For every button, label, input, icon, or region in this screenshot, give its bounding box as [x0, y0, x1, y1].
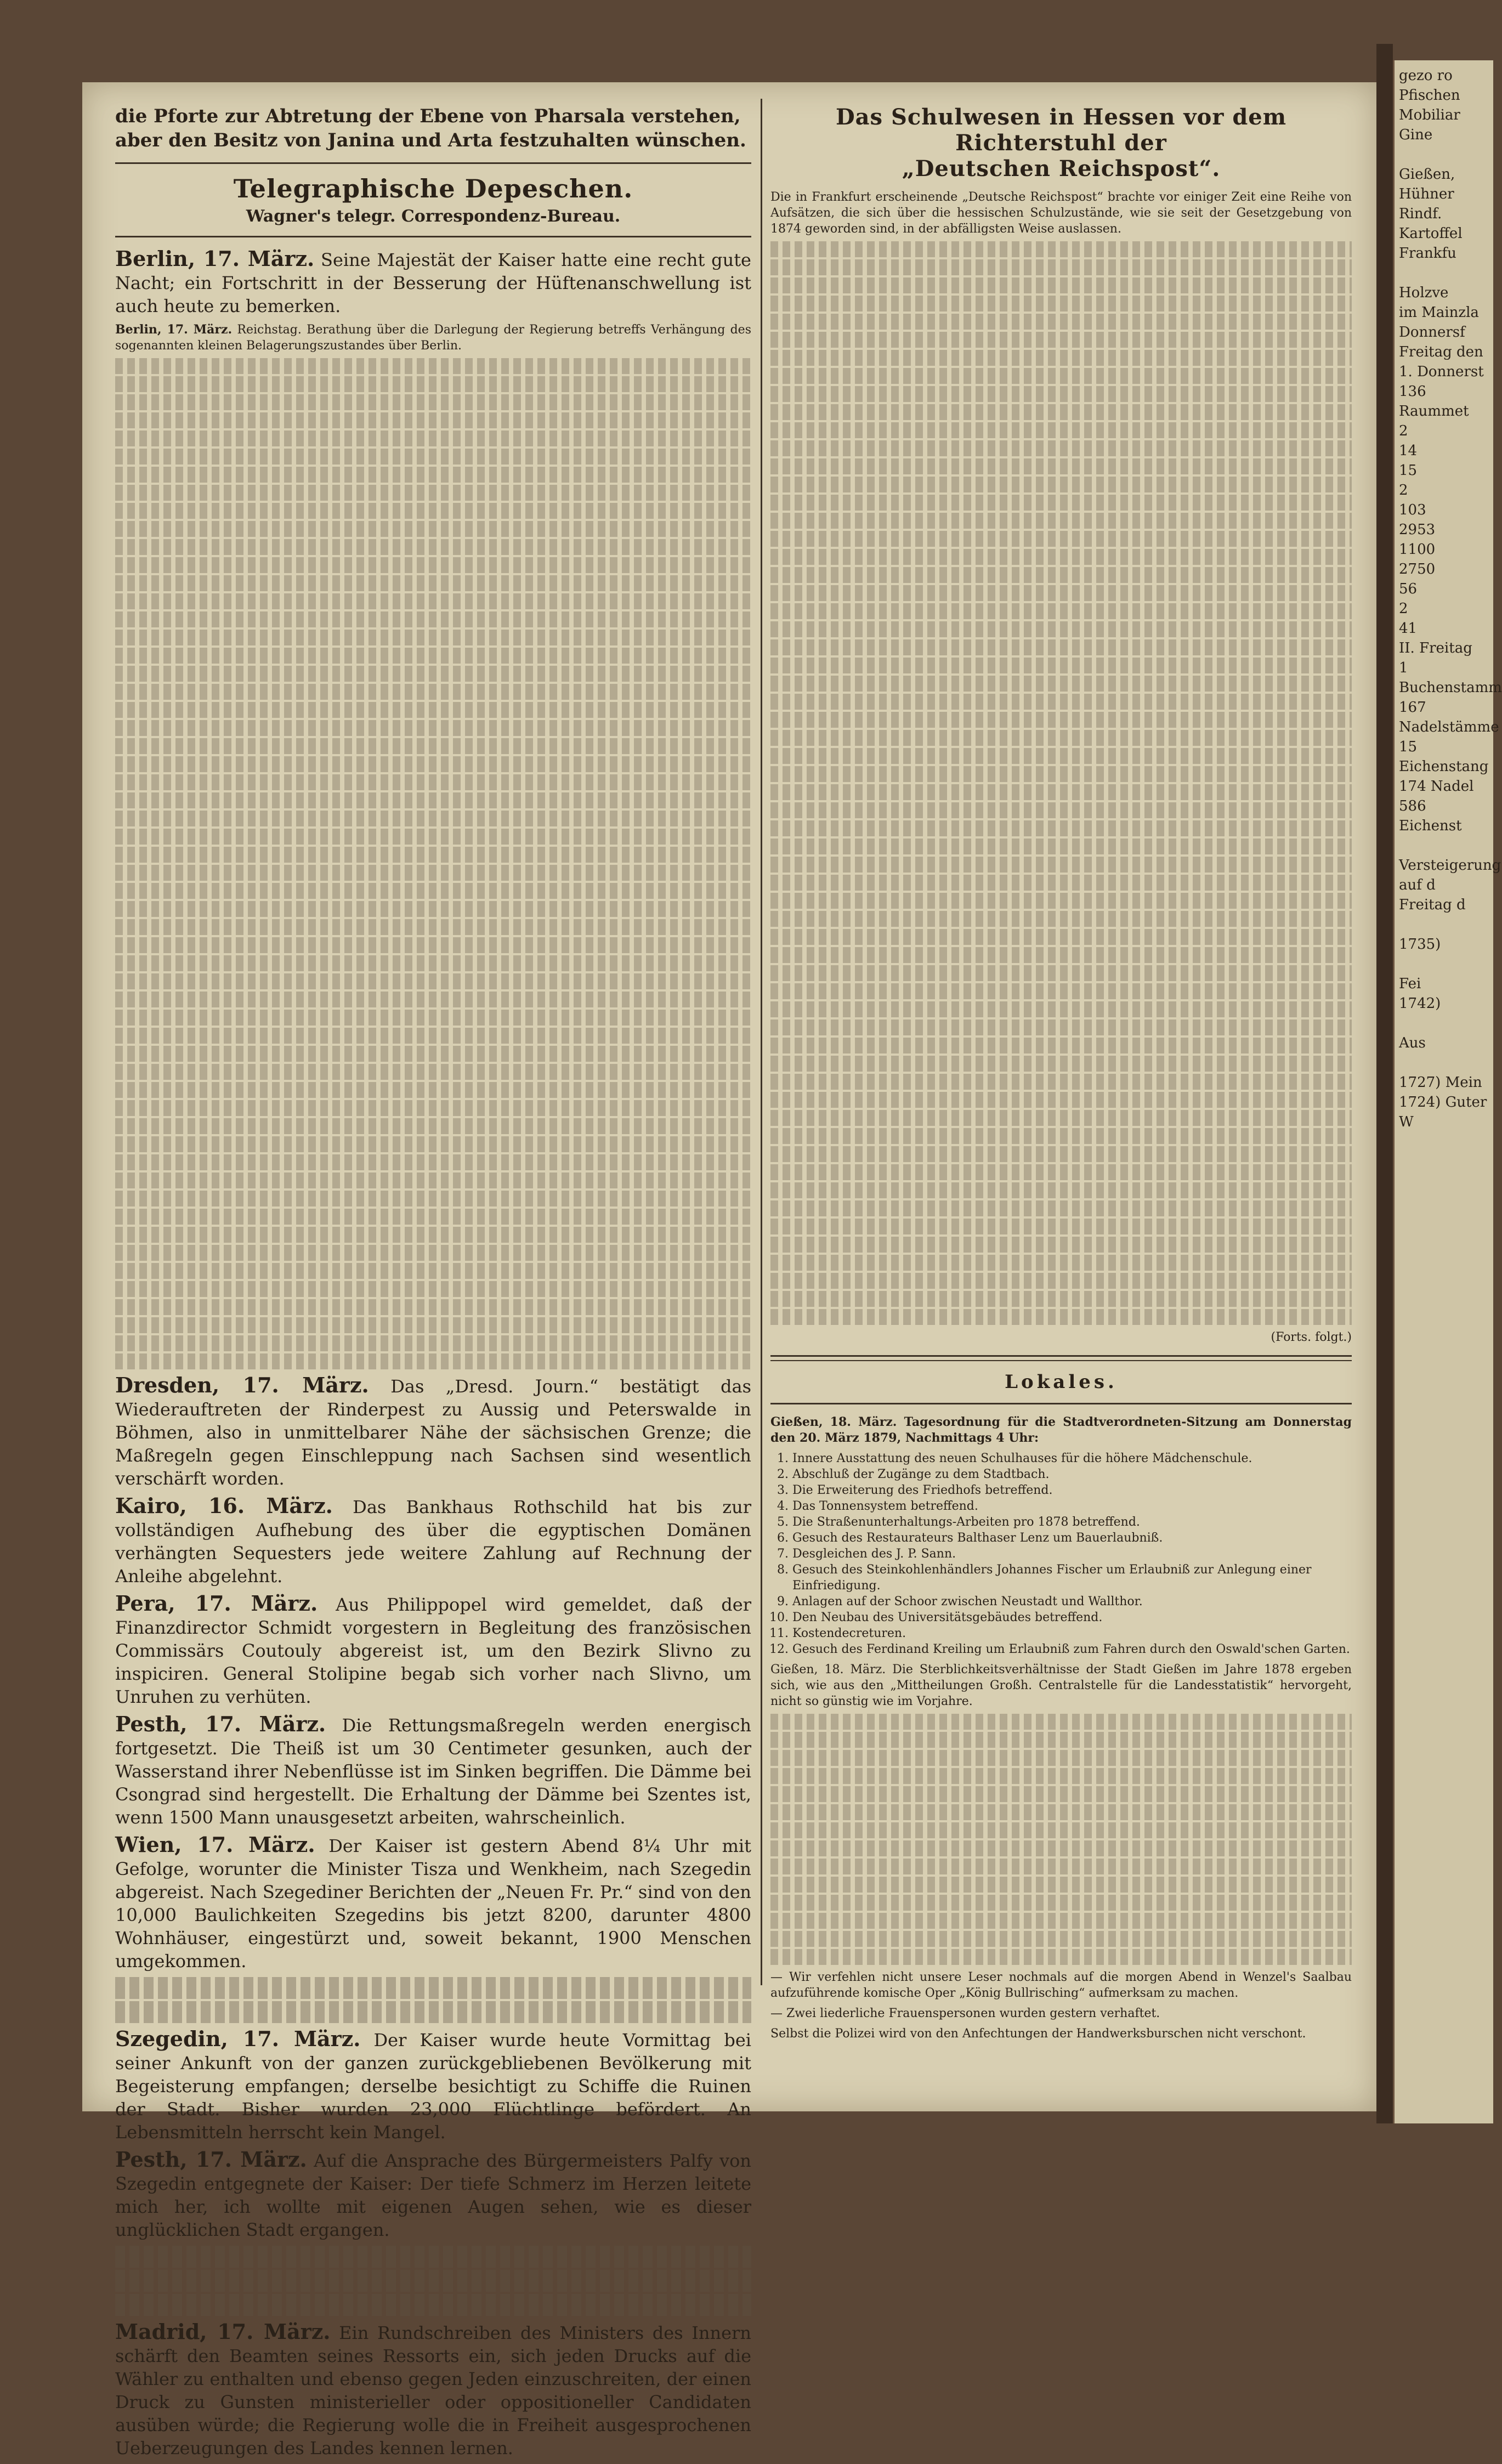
dispatch: [115, 322, 751, 354]
agenda-item: 7. Desgleichen des J. P. Sann.: [792, 1546, 1352, 1562]
dispatch-place: Madrid, 17. März.: [115, 2319, 331, 2344]
mortality-report-intro: Gießen, 18. März. Die Sterblichkeitsverhältnisse der Stadt Gießen im Jahre 1878 ergeben sich, wie aus den „Mittheilungen Großh. Centralstelle für die Landesstatistik“ hervorgeht, nicht so günstig wie im Vorjahre.: [770, 1663, 1352, 1708]
dispatch-text: Auf die Ansprache des Bürgermeisters Palfy von Szegedin entgegnete der Kaiser: Der tiefe Schmerz im Herzen leitete mich her, ich wollte mit eigenen Augen sehen, wie es dieser unglücklichen Stadt ergangen.: [115, 2150, 752, 2240]
agenda-item: 2. Abschluß der Zugänge zu dem Stadtbach.: [792, 1466, 1352, 1482]
dispatch: [115, 2320, 751, 2460]
school-article-intro: Die in Frankfurt erscheinende „Deutsche Reichspost“ brachte vor einiger Zeit eine Reihe von Aufsätzen, die sich über die hessischen Schulzustände, wie sie seit der Gesetzgebung von 1874 geworden sind, in der abfälligsten Weise auslassen.: [770, 190, 1352, 236]
school-article-title: Das Schulwesen in Hessen vor dem Richterstuhl der: [835, 104, 1287, 156]
dispatch-place: Berlin, 17. März.: [115, 322, 233, 337]
dispatch: [115, 1833, 751, 1973]
agenda-item: 8. Gesuch des Steinkohlenhändlers Johannes Fischer um Erlaubniß zur Anlegung einer Einfriedigung.: [792, 1562, 1352, 1594]
left-column: [115, 82, 751, 2464]
lead-paragraph: die Pforte zur Abtretung der Ebene von Pharsala verstehen, aber den Besitz von Janina und Arta festzuhalten wünschen.: [115, 105, 746, 151]
dispatch-text: Ein Rundschreiben des Ministers des Innern schärft den Beamten seines Ressorts ein, sich jeden Drucks auf die Wähler zu enthalten und ebenso gegen Jeden einzuschreiten, der einen Druck zu Gunsten ministerieller oder oppositioneller Candidaten ausüben würde; die Regierung wolle die in Freiheit ausgesprochenen Ueberzeugungen des Landes kennen lernen.: [115, 2323, 751, 2459]
agenda-item: 10. Den Neubau des Universitätsgebäudes betreffend.: [792, 1610, 1352, 1625]
dispatch-text: Aus Philippopel wird gemeldet, daß der Finanzdirector Schmidt vorgestern in Begleitung des französischen Commissärs Coutouly abgereist ist, um den Bezirk Slivno zu inspiciren. General Stolipine begab sich vorher nach Slivno, um Unruhen zu verhüten.: [115, 1594, 752, 1707]
dispatch-place: Pesth, 17. März.: [115, 1712, 326, 1736]
newspaper-page: [82, 82, 1376, 2459]
agenda-item: 11. Kostendecreturen.: [792, 1625, 1352, 1641]
dispatch: [115, 2148, 751, 2241]
agenda-item: 9. Anlagen auf der Schoor zwischen Neustadt und Wallthor.: [792, 1594, 1352, 1610]
dispatch-place: Pesth, 17. März.: [115, 2147, 307, 2172]
dispatch: [115, 2027, 751, 2144]
continued-note: (Forts. folgt.): [1271, 1330, 1352, 1344]
agenda-item: 4. Das Tonnensystem betreffend.: [792, 1498, 1352, 1514]
dispatch-place: Pera, 17. März.: [115, 1591, 318, 1616]
dispatch-place: Dresden, 17. März.: [115, 1373, 369, 1397]
dispatch-text: Die Rettungsmaßregeln werden energisch fortgesetzt. Die Theiß ist um 30 Centimeter gesunken, auch der Wasserstand ihrer Nebenflüsse ist im Sinken begriffen. Die Dämme bei Csongrad sind hergestellt. Die Erhaltung der Dämme bei Szentes ist, wenn 1500 Mann unausgesetzt arbeiten, wahrscheinlich.: [115, 1715, 752, 1828]
dispatch: [115, 1713, 751, 1829]
dispatch: [115, 247, 751, 318]
adjacent-page-strip: [1393, 60, 1502, 2123]
dispatch-place: Kairo, 16. März.: [115, 1493, 333, 1518]
dispatch-text: Der Kaiser ist gestern Abend 8¼ Uhr mit Gefolge, worunter die Minister Tisza und Wenkheim, nach Szegedin abgereist. Nach Szegediner Berichten der „Neuen Fr. Pr.“ sind von den 10,000 Baulichkeiten Szegedins bis jetzt 8200, darunter 4800 Wohnhäuser, eingestürzt und, soweit bekannt, 1900 Menschen umgekommen.: [115, 1836, 752, 1972]
divider: [770, 1355, 1352, 1361]
school-article-body: [770, 241, 1352, 1325]
dispatch-text: Das Bankhaus Rothschild hat bis zur vollständigen Aufhebung des über die egyptischen Domänen verhängten Sequesters jede weitere Zahlung auf Rechnung der Anleihe abgelehnt.: [115, 1497, 752, 1587]
agenda-item: 5. Die Straßenunterhaltungs-Arbeiten pro 1878 betreffend.: [792, 1514, 1352, 1530]
divider: [770, 1403, 1352, 1404]
local-note: — Zwei liederliche Frauenspersonen wurden gestern verhaftet.: [770, 2007, 1160, 2020]
divider: [115, 162, 751, 164]
agenda-item: 6. Gesuch des Restaurateurs Balthaser Lenz um Bauerlaubniß.: [792, 1530, 1352, 1546]
dispatch-place: Berlin, 17. März.: [115, 246, 315, 271]
agenda-item: 1. Innere Ausstattung des neuen Schulhauses für die höhere Mädchenschule.: [792, 1451, 1352, 1466]
dispatch-place: Szegedin, 17. März.: [115, 2026, 361, 2051]
dispatch-text: Reichstag. Berathung über die Darlegung der Regierung betreffs Verhängung des sogenannten kleinen Belagerungszustandes über Berlin.: [115, 323, 751, 353]
book-gutter: [1376, 44, 1393, 2123]
dispatch: [115, 1494, 751, 1588]
local-note: — Wir verfehlen nicht unsere Leser nochmals auf die morgen Abend in Wenzel's Saalbau aufzuführende komische Oper „König Bullrisching“ aufmerksam zu machen.: [770, 1970, 1352, 2000]
agenda-item: 3. Die Erweiterung des Friedhofs betreffend.: [792, 1482, 1352, 1498]
right-column: [770, 82, 1352, 2046]
reichstag-report-body: [115, 358, 751, 1369]
dispatch-text: Das „Dresd. Journ.“ bestätigt das Wiederauftreten der Rinderpest zu Aussig und Peterswalde in Böhmen, also in unmittelbarer Nähe der sächsischen Grenze; die Maßregeln gegen Einschleppung nach Sachsen sind wesentlich verschärft worden.: [115, 1376, 751, 1489]
dispatch-place: Wien, 17. März.: [115, 1832, 315, 1857]
adjacent-page-text: gezo ro Pfischen Mobiliar Gine Gießen, Hühner Rindf. Kartoffel Frankfu Holzve im Mainzla Donnersf Freitag den 1. Donnerst 136 Raummet 2 14 15 2 103 2953 1100 2750 56 2 41 II. Freitag 1 Buchenstamm 167 Nadelstämme 15 Eichenstang 174 Nadel 586 Eichenst Versteigerung auf d Freitag d 1735) Fei 1742) Aus 1727) Mein 1724) Guter W: [1399, 67, 1502, 1130]
divider: [115, 236, 751, 237]
dispatch-text: Der Kaiser wurde heute Vormittag bei seiner Ankunft von der ganzen zurückgebliebenen Bevölkerung mit Begeisterung empfangen; derselbe besichtigt zu Schiffe die Ruinen der Stadt. Bisher wurden 23,000 Flüchtlinge befördert. An Lebensmitteln herrscht kein Mangel.: [115, 2030, 751, 2143]
dispatch-text: Seine Majestät der Kaiser hatte eine recht gute Nacht; ein Fortschritt in der Besserung der Hüftenanschwellung ist auch heute zu bemerken.: [115, 250, 751, 316]
agenda-intro: Gießen, 18. März. Tagesordnung für die Stadtverordneten-Sitzung am Donnerstag den 20. März 1879, Nachmittags 4 Uhr:: [770, 1415, 1352, 1445]
dispatch: [115, 1374, 751, 1490]
dispatch: [115, 1592, 751, 1708]
school-article-title-2: „Deutschen Reichspost“.: [902, 156, 1221, 182]
mortality-report-body: [770, 1714, 1352, 1965]
telegraph-subtitle: Wagner's telegr. Correspondenz-Bureau.: [246, 207, 621, 226]
column-rule: [761, 99, 762, 1985]
local-note: Selbst die Polizei wird von den Anfechtungen der Handwerksburschen nicht verschont.: [770, 2027, 1306, 2041]
agenda-item: 12. Gesuch des Ferdinand Kreiling um Erlaubniß zum Fahren durch den Oswald'schen Garten.: [792, 1641, 1352, 1657]
locals-title: Lokales.: [1005, 1371, 1118, 1393]
telegraph-title: Telegraphische Depeschen.: [233, 174, 633, 203]
agenda-list: [792, 1451, 1352, 1657]
